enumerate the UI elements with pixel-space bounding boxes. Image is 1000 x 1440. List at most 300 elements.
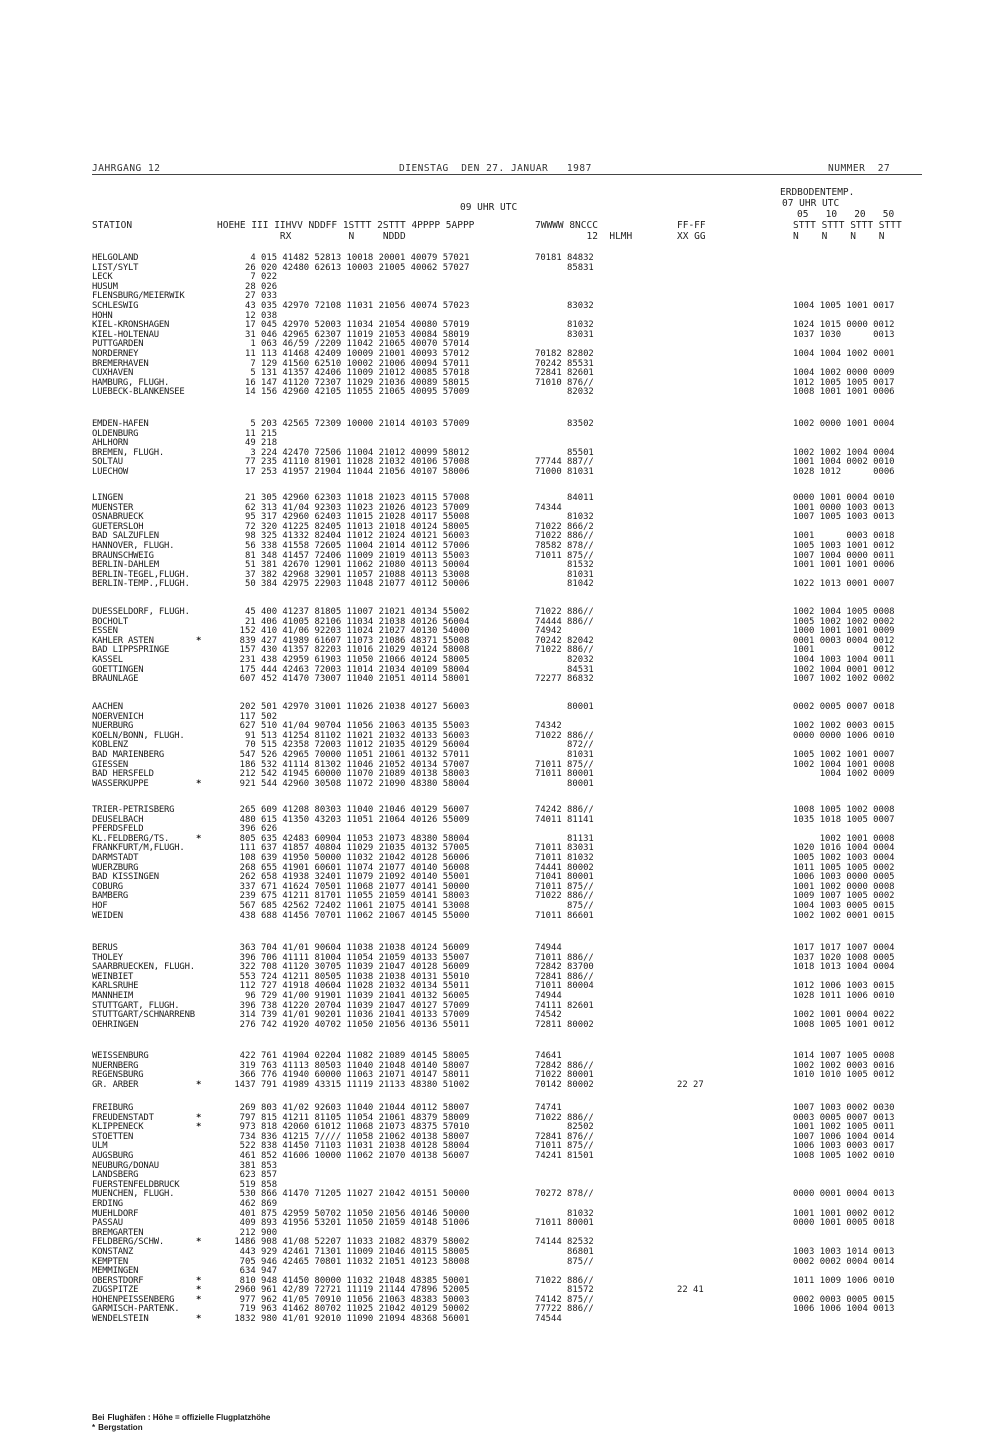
soil-depths: 05 10 20 50	[797, 209, 895, 220]
station-syn: 81131	[535, 833, 594, 844]
station-name: FUERSTENFELDBRUCK	[92, 1179, 180, 1190]
station-obs: 157 430 41357 82203 11016 21029 40124 58008	[229, 645, 470, 656]
station-name: BERLIN-TEMP.,FLUGH.	[92, 579, 190, 590]
station-soil: 0002 0002 0004 0014	[793, 1256, 895, 1267]
station-syn: 71022 886//	[535, 1112, 594, 1123]
station-obs: 27 033	[229, 291, 278, 302]
station-name: BRAUNLAGE	[92, 674, 139, 685]
station-obs: 111 637 41857 40804 11029 21035 40132 57005	[229, 843, 470, 854]
station-obs: 117 502	[229, 711, 278, 722]
station-obs: 98 325 41332 82404 11012 21024 40121 56003	[229, 531, 470, 542]
station-name: SAARBRUECKEN, FLUGH.	[92, 962, 195, 973]
station-syn: 78582 878//	[535, 540, 594, 551]
station-syn: 70142 80002	[535, 1079, 594, 1090]
station-soil: 1002 1002 0003 0015	[793, 721, 895, 732]
station-soil: 1020 1016 1004 0004	[793, 843, 895, 854]
station-row	[0, 420, 1000, 430]
station-syn: 74242 886//	[535, 805, 594, 815]
station-name: ERDING	[92, 1198, 123, 1209]
station-header: STATION	[92, 220, 133, 231]
station-name: REGENSBURG	[92, 1070, 144, 1081]
station-syn: 74944	[535, 943, 562, 953]
station-name: LINGEN	[92, 493, 123, 503]
station-syn: 872//	[535, 740, 594, 751]
station-syn: 74444 886//	[535, 616, 594, 627]
station-soil: 1008 1001 1001 0006	[793, 387, 895, 398]
station-obs: 91 513 41254 81102 11021 21032 40133 56003	[229, 730, 470, 741]
station-soil: 0001 0003 0004 0012	[793, 635, 895, 646]
station-syn: 70181 84832	[535, 253, 594, 263]
station-obs: 96 729 41/00 91901 11039 21041 40132 56005	[229, 990, 470, 1001]
station-row	[0, 703, 1000, 713]
station-soil: 1005 1002 1002 0002	[793, 616, 895, 627]
obs-groups-header: HOEHE III IIHVV NDDFF 1STTT 2STTT 4PPPP 5APPP	[217, 220, 475, 231]
station-syn: 84011	[535, 493, 594, 503]
station-soil: 1004 1005 1001 0017	[793, 300, 895, 311]
station-syn: 875//	[535, 1256, 594, 1267]
station-obs: 72 320 41225 82405 11013 21018 40124 58005	[229, 521, 470, 532]
station-soil: 1002 1004 1005 0008	[793, 607, 895, 617]
station-soil: 1006 1003 0000 0005	[793, 872, 895, 883]
station-row	[0, 350, 1000, 360]
station-group	[0, 254, 1000, 398]
station-soil: 1007 1006 1004 0014	[793, 1131, 895, 1142]
station-name: GIESSEN	[92, 759, 129, 770]
station-soil: 0002 0005 0007 0018	[793, 702, 895, 712]
soil-header: STTT STTT STTT STTT	[793, 220, 902, 231]
station-mark: *	[196, 1079, 202, 1090]
station-row	[0, 388, 1000, 398]
station-name: KLIPPENECK	[92, 1122, 144, 1133]
station-syn: 81032	[535, 512, 594, 523]
station-name: OEHRINGEN	[92, 1019, 139, 1030]
station-soil: 1011 1009 1006 0010	[793, 1275, 895, 1286]
station-syn: 74111 82601	[535, 1000, 594, 1011]
station-syn: 71011 83031	[535, 843, 594, 854]
station-row	[0, 468, 1000, 478]
station-syn: 71022 866/2	[535, 521, 594, 532]
station-syn: 74342	[535, 721, 562, 732]
station-row	[0, 1162, 1000, 1172]
station-obs: 7 022	[229, 272, 278, 283]
station-name: LECK	[92, 272, 113, 283]
station-syn: 70182 82802	[535, 348, 594, 359]
station-obs: 2960 961 42/89 72721 11119 21144 47896 52005	[229, 1285, 470, 1296]
station-syn: 74144 82532	[535, 1237, 594, 1248]
station-syn: 71022 886//	[535, 891, 594, 902]
station-soil: 1006 1006 1004 0013	[793, 1304, 895, 1315]
station-soil: 1008 1005 1002 0008	[793, 805, 895, 815]
station-soil: 1004 1003 1004 0011	[793, 654, 895, 665]
station-syn: 72841 886//	[535, 971, 594, 982]
station-soil: 1007 1003 0002 0030	[793, 1103, 895, 1113]
station-soil: 1002 1001 0004 0022	[793, 1010, 895, 1021]
station-name: BREMEN, FLUGH.	[92, 447, 165, 458]
station-name: OLDENBURG	[92, 428, 139, 439]
station-syn: 71041 80001	[535, 872, 594, 883]
station-name: NEUBURG/DONAU	[92, 1160, 159, 1171]
station-row	[0, 1305, 1000, 1315]
station-soil: 1001 1004 0002 0010	[793, 457, 895, 468]
station-name: LANDSBERG	[92, 1170, 139, 1181]
station-soil: 1002 1002 1004 0004	[793, 447, 895, 458]
station-soil: 1001 1002 0000 0008	[793, 881, 895, 892]
station-obs: 7 129 41560 62510 10002 21006 40094 57011	[229, 358, 470, 369]
station-obs: 268 655 41901 60601 11074 21077 40140 56008	[229, 862, 470, 873]
station-obs: 31 046 42965 62307 11019 21053 40084 58019	[229, 329, 470, 340]
station-syn: 71011 875//	[535, 759, 594, 770]
station-syn: 71000 81031	[535, 466, 594, 477]
station-syn: 77722 886//	[535, 1304, 594, 1315]
station-obs: 4 015 41482 52813 10018 20001 40079 57021	[229, 253, 470, 263]
station-obs: 11 215	[229, 428, 278, 439]
station-name: STUTTGART/SCHNARRENB	[92, 1010, 195, 1021]
station-syn: 71011 80001	[535, 1218, 594, 1229]
station-soil: 1010 1010 1005 0012	[793, 1070, 895, 1081]
station-row	[0, 675, 1000, 685]
station-syn: 74944	[535, 990, 562, 1001]
station-name: BRAUNSCHWEIG	[92, 550, 154, 561]
station-soil: 1022 1013 0001 0007	[793, 579, 895, 590]
station-syn: 85501	[535, 447, 594, 458]
station-obs: 26 020 42480 62613 10003 21005 40062 57027	[229, 262, 470, 273]
station-name: MUENCHEN, FLUGH.	[92, 1189, 175, 1200]
station-soil: 1007 1002 1002 0002	[793, 674, 895, 685]
station-syn: 74544	[535, 1314, 562, 1325]
station-obs: 212 900	[229, 1227, 278, 1238]
station-row	[0, 1021, 1000, 1031]
station-obs: 634 947	[229, 1266, 278, 1277]
station-soil: 0002 0003 0005 0015	[793, 1294, 895, 1305]
station-obs: 797 815 41211 81105 11054 21061 48379 58009	[229, 1112, 470, 1123]
station-obs: 56 338 41558 72605 11004 21014 40112 57006	[229, 540, 470, 551]
station-name: HUSUM	[92, 281, 118, 292]
station-mark: *	[196, 1122, 202, 1133]
station-soil: 1012 1005 1005 0017	[793, 377, 895, 388]
station-name: WENDELSTEIN	[92, 1314, 149, 1325]
station-soil: 0000 1001 0004 0010	[793, 493, 895, 503]
station-mark: *	[196, 635, 202, 646]
station-name: WUERZBURG	[92, 862, 139, 873]
station-syn: 71011 80001	[535, 769, 594, 780]
station-name: KIEL-KRONSHAGEN	[92, 320, 170, 331]
station-obs: 37 382 42968 32901 11057 21088 40113 53008	[229, 569, 470, 580]
station-soil: 1037 1020 1008 0005	[793, 952, 895, 963]
station-row	[0, 1071, 1000, 1081]
station-group	[0, 494, 1000, 590]
station-soil: 0000 0000 1006 0010	[793, 730, 895, 741]
station-obs: 11 113 41468 42409 10009 21001 40093 57012	[229, 348, 470, 359]
station-name: KAHLER ASTEN	[92, 635, 154, 646]
station-name: AACHEN	[92, 702, 123, 712]
station-name: GARMISCH-PARTENK.	[92, 1304, 180, 1315]
station-obs: 262 658 41938 32401 11079 21092 40140 55001	[229, 872, 470, 883]
station-name: ESSEN	[92, 626, 118, 637]
header-rule	[92, 174, 922, 175]
station-soil: 1009 1007 1005 0002	[793, 891, 895, 902]
station-syn: 71011 86601	[535, 910, 594, 921]
station-syn: 86801	[535, 1246, 594, 1257]
station-name: SCHLESWIG	[92, 300, 139, 311]
station-name: EMDEN-HAFEN	[92, 419, 149, 429]
station-soil: 0003 0005 0007 0013	[793, 1112, 895, 1123]
station-obs: 973 818 42060 61012 11068 21073 48375 57010	[229, 1122, 470, 1133]
station-name: BAD SALZUFLEN	[92, 531, 159, 542]
station-soil: 1001 1001 0002 0012	[793, 1208, 895, 1219]
station-soil: 1011 1005 1005 0002	[793, 862, 895, 873]
station-soil: 1028 1011 1006 0010	[793, 990, 895, 1001]
station-soil: 1018 1013 1004 0004	[793, 962, 895, 973]
station-syn: 70242 82042	[535, 635, 594, 646]
station-row	[0, 513, 1000, 523]
station-mark: *	[196, 1275, 202, 1286]
station-obs: 461 852 41606 10000 11062 21070 40138 56007	[229, 1150, 470, 1161]
station-mark: *	[196, 833, 202, 844]
soil-temp-title: ERDBODENTEMP.	[780, 187, 855, 198]
station-syn: 71011 875//	[535, 1141, 594, 1152]
station-obs: 1486 908 41/08 52207 11033 21082 48379 58002	[229, 1237, 470, 1248]
station-syn: 72841 876//	[535, 1131, 594, 1142]
station-name: NORDERNEY	[92, 348, 139, 359]
station-name: BAD KISSINGEN	[92, 872, 159, 883]
station-name: ZUGSPITZE	[92, 1285, 139, 1296]
station-obs: 43 035 42970 72108 11031 21056 40074 57023	[229, 300, 470, 311]
station-syn: 70242 85531	[535, 358, 594, 369]
station-obs: 627 510 41/04 90704 11056 21063 40135 55003	[229, 721, 470, 732]
station-name: BAMBERG	[92, 891, 129, 902]
station-obs: 443 929 42461 71301 11009 21046 40115 58005	[229, 1246, 470, 1257]
station-soil: 1004 1002 0009	[793, 769, 895, 780]
station-name: KOELN/BONN, FLUGH.	[92, 730, 185, 741]
station-name: PUTTGARDEN	[92, 339, 144, 350]
station-soil: 1035 1018 1005 0007	[793, 814, 895, 825]
station-obs: 705 946 42465 70801 11032 21051 40123 58008	[229, 1256, 470, 1267]
station-mark: *	[196, 778, 202, 789]
station-obs: 28 026	[229, 281, 278, 292]
station-syn: 71022 886//	[535, 645, 594, 656]
station-name: KEMPTEN	[92, 1256, 129, 1267]
station-syn: 81032	[535, 1208, 594, 1219]
station-obs: 81 348 41457 72406 11009 21019 40113 55003	[229, 550, 470, 561]
station-soil: 1007 1005 1003 0013	[793, 512, 895, 523]
station-name: ULM	[92, 1141, 108, 1152]
station-obs: 202 501 42970 31001 11026 21038 40127 56003	[229, 702, 470, 712]
station-obs: 977 962 41/05 70910 11056 21063 48383 50003	[229, 1294, 470, 1305]
station-name: PASSAU	[92, 1218, 123, 1229]
station-mark: *	[196, 1112, 202, 1123]
station-obs: 322 708 41120 30705 11039 21047 40128 56009	[229, 962, 470, 973]
station-obs: 3 224 42470 72506 11004 21012 40099 58012	[229, 447, 470, 458]
station-obs: 70 515 42358 72003 11012 21035 40129 56004	[229, 740, 470, 751]
station-mark: *	[196, 1314, 202, 1325]
station-obs: 276 742 41920 40702 11050 21056 40136 55011	[229, 1019, 470, 1030]
station-row	[0, 302, 1000, 312]
station-obs: 396 626	[229, 824, 278, 835]
station-name: KL.FELDBERG/TS.	[92, 833, 170, 844]
station-name: GOETTINGEN	[92, 664, 144, 675]
station-syn: 72841 82601	[535, 368, 594, 379]
station-syn: 85831	[535, 262, 594, 273]
station-group	[0, 944, 1000, 1030]
station-syn: 83502	[535, 419, 594, 429]
station-soil: 1017 1017 1007 0004	[793, 943, 895, 953]
station-obs: 265 609 41208 80303 11040 21046 40129 56007	[229, 805, 470, 815]
issue-number: NUMMER 27	[828, 163, 891, 174]
station-name: GUETERSLOH	[92, 521, 144, 532]
station-soil: 1028 1012 0006	[793, 466, 895, 477]
station-soil: 1005 1002 1003 0004	[793, 852, 895, 863]
station-name: OSNABRUECK	[92, 512, 144, 523]
station-obs: 212 542 41945 60000 11070 21089 40138 58003	[229, 769, 470, 780]
station-obs: 623 857	[229, 1170, 278, 1181]
station-name: DUESSELDORF, FLUGH.	[92, 607, 190, 617]
station-syn: 83031	[535, 329, 594, 340]
station-row	[0, 254, 1000, 264]
station-obs: 186 532 41114 81302 11046 21052 40134 57007	[229, 759, 470, 770]
station-obs: 1832 980 41/01 92010 11090 21094 48368 56001	[229, 1314, 470, 1325]
station-syn: 74641	[535, 1051, 562, 1061]
station-row	[0, 816, 1000, 826]
station-obs: 409 893 41956 53201 11050 21059 40148 51006	[229, 1218, 470, 1229]
station-row	[0, 273, 1000, 283]
station-syn: 72842 83700	[535, 962, 594, 973]
soil-subheader: N N N N	[793, 231, 885, 242]
station-obs: 231 438 42959 61903 11050 21066 40124 58005	[229, 654, 470, 665]
station-soil: 1001 1002 1005 0011	[793, 1122, 895, 1133]
station-group	[0, 608, 1000, 685]
station-name: THOLEY	[92, 952, 123, 963]
station-soil: 1002 1002 0003 0016	[793, 1060, 895, 1071]
station-syn: 74142 875//	[535, 1294, 594, 1305]
station-obs: 422 761 41904 02204 11082 21089 40145 58005	[229, 1051, 470, 1061]
station-syn: 74241 81501	[535, 1150, 594, 1161]
station-obs: 547 526 42965 70000 11051 21061 40132 57011	[229, 749, 470, 760]
station-name: PFERDSFELD	[92, 824, 144, 835]
station-obs: 319 763 41113 80503 11040 21048 40140 58007	[229, 1060, 470, 1071]
station-syn: 81042	[535, 579, 594, 590]
station-obs: 62 313 41/04 92303 11023 21026 40123 57009	[229, 502, 470, 513]
station-syn: 74441 80002	[535, 862, 594, 873]
station-name: HOF	[92, 900, 108, 911]
station-syn: 82502	[535, 1122, 594, 1133]
station-obs: 14 156 42960 42105 11055 21065 40095 57009	[229, 387, 470, 398]
station-name: BAD HERSFELD	[92, 769, 154, 780]
station-syn: 875//	[535, 900, 594, 911]
station-obs: 77 235 41110 81901 11028 21032 40106 57008	[229, 457, 470, 468]
footnote-airports: Bei Flughäfen : Höhe = offizielle Flugplatzhöhe	[92, 1413, 271, 1422]
station-soil: 0000 1001 0005 0018	[793, 1218, 895, 1229]
station-name: BREMERHAVEN	[92, 358, 149, 369]
station-obs: 5 131 41357 42406 11009 21012 40085 57018	[229, 368, 470, 379]
station-obs: 5 203 42565 72309 10000 21014 40103 57009	[229, 419, 470, 429]
station-soil: 1037 1030 0013	[793, 329, 895, 340]
station-name: KONSTANZ	[92, 1246, 134, 1257]
station-syn: 77744 887//	[535, 457, 594, 468]
station-name: KASSEL	[92, 654, 123, 665]
station-obs: 17 253 41957 21904 11044 21056 40107 58006	[229, 466, 470, 477]
station-name: BAD MARIENBERG	[92, 749, 165, 760]
station-name: LIST/SYLT	[92, 262, 139, 273]
station-obs: 438 688 41456 70701 11062 21067 40145 55000	[229, 910, 470, 921]
station-name: FRANKFURT/M,FLUGH.	[92, 843, 185, 854]
date-label: DIENSTAG DEN 27. JANUAR 1987	[399, 163, 592, 174]
station-soil: 1024 1015 0000 0012	[793, 320, 895, 331]
station-row	[0, 1277, 1000, 1287]
station-name: FREUDENSTADT	[92, 1112, 154, 1123]
station-row	[0, 1219, 1000, 1229]
station-row	[0, 1081, 1000, 1091]
station-name: MUENSTER	[92, 502, 134, 513]
station-obs: 95 317 42960 62403 11015 21028 40117 55008	[229, 512, 470, 523]
station-row	[0, 580, 1000, 590]
station-obs: 530 866 41470 71205 11027 21042 40151 50000	[229, 1189, 470, 1200]
station-name: HELGOLAND	[92, 253, 139, 263]
station-row	[0, 1315, 1000, 1325]
station-obs: 12 038	[229, 310, 278, 321]
station-row	[0, 264, 1000, 274]
station-obs: 16 147 41120 72307 11029 21036 40089 58015	[229, 377, 470, 388]
station-name: COBURG	[92, 881, 123, 892]
station-obs: 462 869	[229, 1198, 278, 1209]
station-syn: 74741	[535, 1103, 562, 1113]
station-row	[0, 331, 1000, 341]
station-row	[0, 770, 1000, 780]
station-name: FREIBURG	[92, 1103, 134, 1113]
station-name: FLENSBURG/MEIERWIK	[92, 291, 185, 302]
station-syn: 83032	[535, 300, 594, 311]
station-obs: 21 305 42960 62303 11018 21023 40115 57008	[229, 493, 470, 503]
station-syn: 71022 886//	[535, 531, 594, 542]
station-soil: 1002 0000 1001 0004	[793, 419, 895, 429]
station-name: KOBLENZ	[92, 740, 129, 751]
station-name: FELDBERG/SCHW.	[92, 1237, 165, 1248]
station-row	[0, 430, 1000, 440]
station-obs: 1437 791 41989 43315 11119 21133 48380 51002	[229, 1079, 470, 1090]
station-syn: 80001	[535, 778, 594, 789]
station-syn: 71022 80001	[535, 1070, 594, 1081]
station-syn: 71011 875//	[535, 881, 594, 892]
station-obs: 337 671 41624 70501 11068 21077 40141 50000	[229, 881, 470, 892]
station-mark: *	[196, 1237, 202, 1248]
station-syn: 74542	[535, 1010, 562, 1021]
station-syn: 72277 86832	[535, 674, 594, 685]
station-name: GR. ARBER	[92, 1079, 139, 1090]
station-syn: 70272 878//	[535, 1189, 594, 1200]
station-obs: 50 384 42975 22903 11048 21077 40112 50006	[229, 579, 470, 590]
station-syn: 74011 81141	[535, 814, 594, 825]
station-syn: 71022 886//	[535, 607, 594, 617]
station-mark: *	[196, 1294, 202, 1305]
station-syn: 81572	[535, 1285, 594, 1296]
station-name: AUGSBURG	[92, 1150, 134, 1161]
station-obs: 269 803 41/02 92603 11040 21044 40112 58007	[229, 1103, 470, 1113]
station-row	[0, 732, 1000, 742]
station-soil: 1001 0003 0018	[793, 531, 895, 542]
station-soil: 1001 1001 1001 0006	[793, 560, 895, 571]
station-name: DARMSTADT	[92, 852, 139, 863]
station-obs: 719 963 41462 80702 11025 21042 40129 50002	[229, 1304, 470, 1315]
station-soil: 1006 1003 0003 0017	[793, 1141, 895, 1152]
station-group	[0, 1104, 1000, 1325]
station-obs: 45 400 41237 81805 11007 21021 40134 55002	[229, 607, 470, 617]
station-name: CUXHAVEN	[92, 368, 134, 379]
station-soil: 1007 1004 0000 0011	[793, 550, 895, 561]
station-obs: 17 045 42970 52003 11034 21054 40080 57019	[229, 320, 470, 331]
station-name: HOHENPEISSENBERG	[92, 1294, 175, 1305]
station-soil: 1002 1001 0008	[793, 833, 895, 844]
station-name: WASSERKUPPE	[92, 778, 149, 789]
station-name: LUECHOW	[92, 466, 129, 477]
